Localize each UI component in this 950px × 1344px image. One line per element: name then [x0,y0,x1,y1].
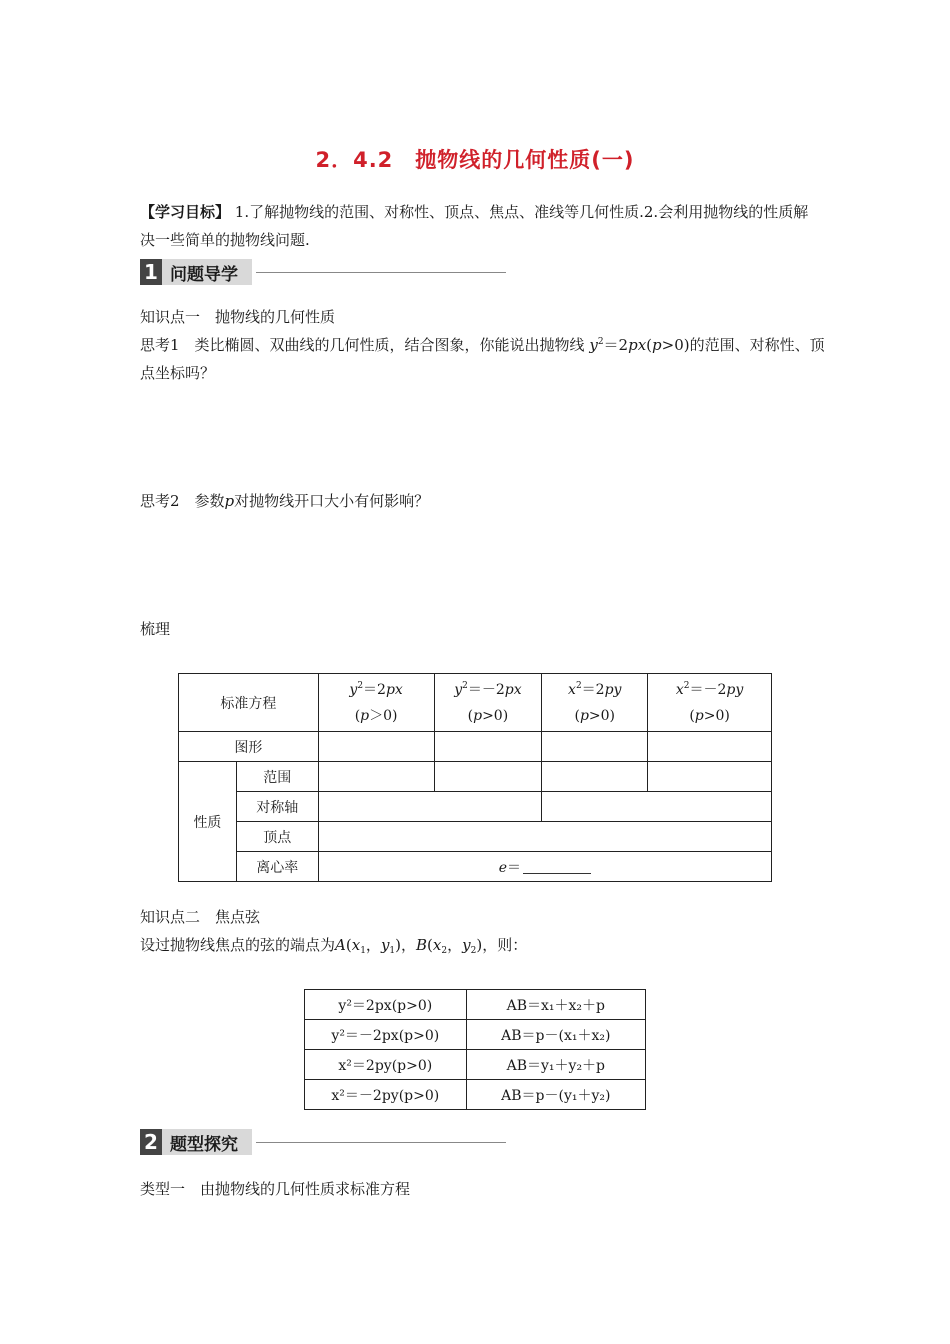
section-divider [256,272,506,273]
section-number: 1 [140,259,162,285]
eccentricity-blank: e＝ [318,852,771,882]
chord-length: AB＝y₁＋y₂＋p [466,1050,645,1080]
blank-cell [318,792,542,822]
equation-cell: $x^2=-2py$ (p>0) [648,674,772,732]
page-title: 2．4.2 抛物线的几何性质(一) [315,148,635,172]
goals-tag: 【学习目标】 [140,203,231,221]
think-question-1: 思考1 类比椭圆、双曲线的几何性质，结合图象，你能说出抛物线 $y^2=2px(p>0)$的范围、对称性、顶点坐标吗？ [140,336,825,382]
section-divider [256,1142,506,1143]
chord-equation: y²＝－2px(p>0) [305,1020,467,1050]
chord-length: AB＝p－(x₁＋x₂) [466,1020,645,1050]
equation-cell: $y^2=-2px$ (p>0) [434,674,542,732]
row-label-vertex: 顶点 [236,822,318,852]
goals-text: 1.了解抛物线的范围、对称性、顶点、焦点、准线等几何性质.2.会利用抛物线的性质解决一些简单的抛物线问题. [140,203,809,249]
blank-cell [434,732,542,762]
group-label-properties: 性质 [179,762,237,882]
knowledge-point-2: 知识点二 焦点弦 [140,908,261,926]
blank-cell [318,822,771,852]
knowledge-point-1: 知识点一 抛物线的几何性质 [140,308,336,326]
summary-label: 梳理 [140,620,171,638]
blank-cell [542,732,648,762]
equation-cell: $y^2=2px$ (p＞0) [318,674,434,732]
header-standard-equation: 标准方程 [179,674,319,732]
blank-cell [542,792,772,822]
equation-cell: $x^2=2py$ (p>0) [542,674,648,732]
section-label: 问题导学 [162,259,252,285]
row-label-shape: 图形 [179,732,319,762]
blank-cell [648,732,772,762]
problem-type-1: 类型一 由抛物线的几何性质求标准方程 [140,1180,411,1198]
section-banner-2 [140,1129,506,1155]
focal-chord-intro: 设过抛物线焦点的弦的端点为$A(x_1$，$y_1$)，$B(x_2$，$y_2$)，则： [140,936,528,956]
row-label-range: 范围 [236,762,318,792]
learning-goals [140,198,820,254]
blank-cell [318,732,434,762]
blank-cell [434,762,542,792]
chord-equation: x²＝2py(p>0) [305,1050,467,1080]
section-label: 题型探究 [162,1129,252,1155]
chord-length: AB＝p－(y₁＋y₂) [466,1080,645,1110]
blank-cell [648,762,772,792]
row-label-axis: 对称轴 [236,792,318,822]
think-question-2: 思考2 参数p对抛物线开口大小有何影响？ [140,492,430,510]
section-number: 2 [140,1129,162,1155]
fill-blank [523,859,591,874]
parabola-properties-table [178,673,772,882]
blank-cell [318,762,434,792]
chord-length: AB＝x₁＋x₂＋p [466,990,645,1020]
chord-equation: x²＝－2py(p>0) [305,1080,467,1110]
blank-cell [542,762,648,792]
chord-equation: y²＝2px(p>0) [305,990,467,1020]
row-label-eccentricity: 离心率 [236,852,318,882]
focal-chord-table [304,989,646,1110]
section-banner-1 [140,259,506,285]
